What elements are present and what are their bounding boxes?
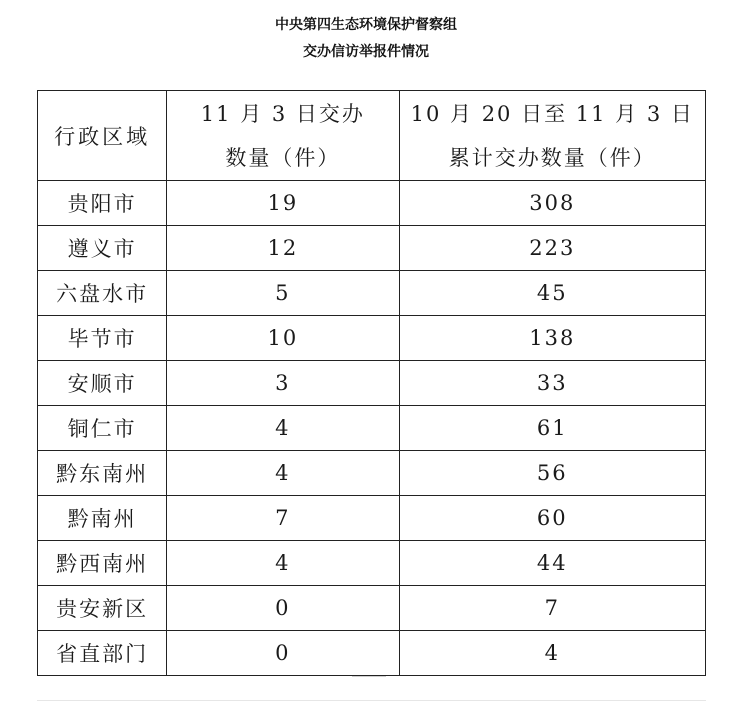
row-region: 黔南州 xyxy=(38,496,167,541)
row-today-count: 3 xyxy=(167,361,399,406)
row-total-count: 33 xyxy=(399,361,705,406)
row-today-count: 19 xyxy=(167,181,399,226)
table-row xyxy=(38,631,706,676)
row-total-count: 138 xyxy=(399,316,705,361)
document-title: 中央第四生态环境保护督察组 xyxy=(275,17,457,33)
table-row xyxy=(38,226,706,271)
row-today-count: 0 xyxy=(167,631,399,676)
document-subtitle: 交办信访举报件情况 xyxy=(303,44,429,60)
row-total-count: 60 xyxy=(399,496,705,541)
table-row xyxy=(38,586,706,631)
bottom-divider xyxy=(37,700,706,701)
row-today-count: 4 xyxy=(167,451,399,496)
row-region: 毕节市 xyxy=(38,316,167,361)
petition-report-table xyxy=(37,90,706,676)
header-today-count xyxy=(167,91,399,181)
table-row xyxy=(38,271,706,316)
row-today-count: 4 xyxy=(167,406,399,451)
header-today-line2: 数量（件） xyxy=(225,145,341,170)
row-region: 黔东南州 xyxy=(38,451,167,496)
row-total-count: 223 xyxy=(399,226,705,271)
row-total-count: 56 xyxy=(399,451,705,496)
row-total-count: 44 xyxy=(399,541,705,586)
row-region: 遵义市 xyxy=(38,226,167,271)
row-today-count: 12 xyxy=(167,226,399,271)
row-total-count: 7 xyxy=(399,586,705,631)
row-region: 安顺市 xyxy=(38,361,167,406)
row-today-count: 7 xyxy=(167,496,399,541)
row-today-count: 10 xyxy=(167,316,399,361)
header-region: 行政区域 xyxy=(38,91,167,181)
table-row xyxy=(38,316,706,361)
row-region: 黔西南州 xyxy=(38,541,167,586)
row-total-count: 308 xyxy=(399,181,705,226)
row-total-count: 61 xyxy=(399,406,705,451)
row-today-count: 5 xyxy=(167,271,399,316)
row-region: 省直部门 xyxy=(38,631,167,676)
header-total-line2: 累计交办数量（件） xyxy=(448,145,656,170)
row-today-count: 0 xyxy=(167,586,399,631)
header-total-count xyxy=(399,91,705,181)
row-total-count: 45 xyxy=(399,271,705,316)
table-header-row xyxy=(38,91,706,181)
table-row xyxy=(38,181,706,226)
table-row xyxy=(38,406,706,451)
table-row xyxy=(38,361,706,406)
bottom-divider-mark xyxy=(352,676,386,677)
table-row xyxy=(38,541,706,586)
header-today-line1: 11 月 3 日交办 xyxy=(200,101,365,126)
row-region: 贵安新区 xyxy=(38,586,167,631)
row-region: 六盘水市 xyxy=(38,271,167,316)
table-row xyxy=(38,496,706,541)
table-row xyxy=(38,451,706,496)
row-region: 铜仁市 xyxy=(38,406,167,451)
row-today-count: 4 xyxy=(167,541,399,586)
row-region: 贵阳市 xyxy=(38,181,167,226)
header-total-line1: 10 月 20 日至 11 月 3 日 xyxy=(410,101,694,126)
row-total-count: 4 xyxy=(399,631,705,676)
